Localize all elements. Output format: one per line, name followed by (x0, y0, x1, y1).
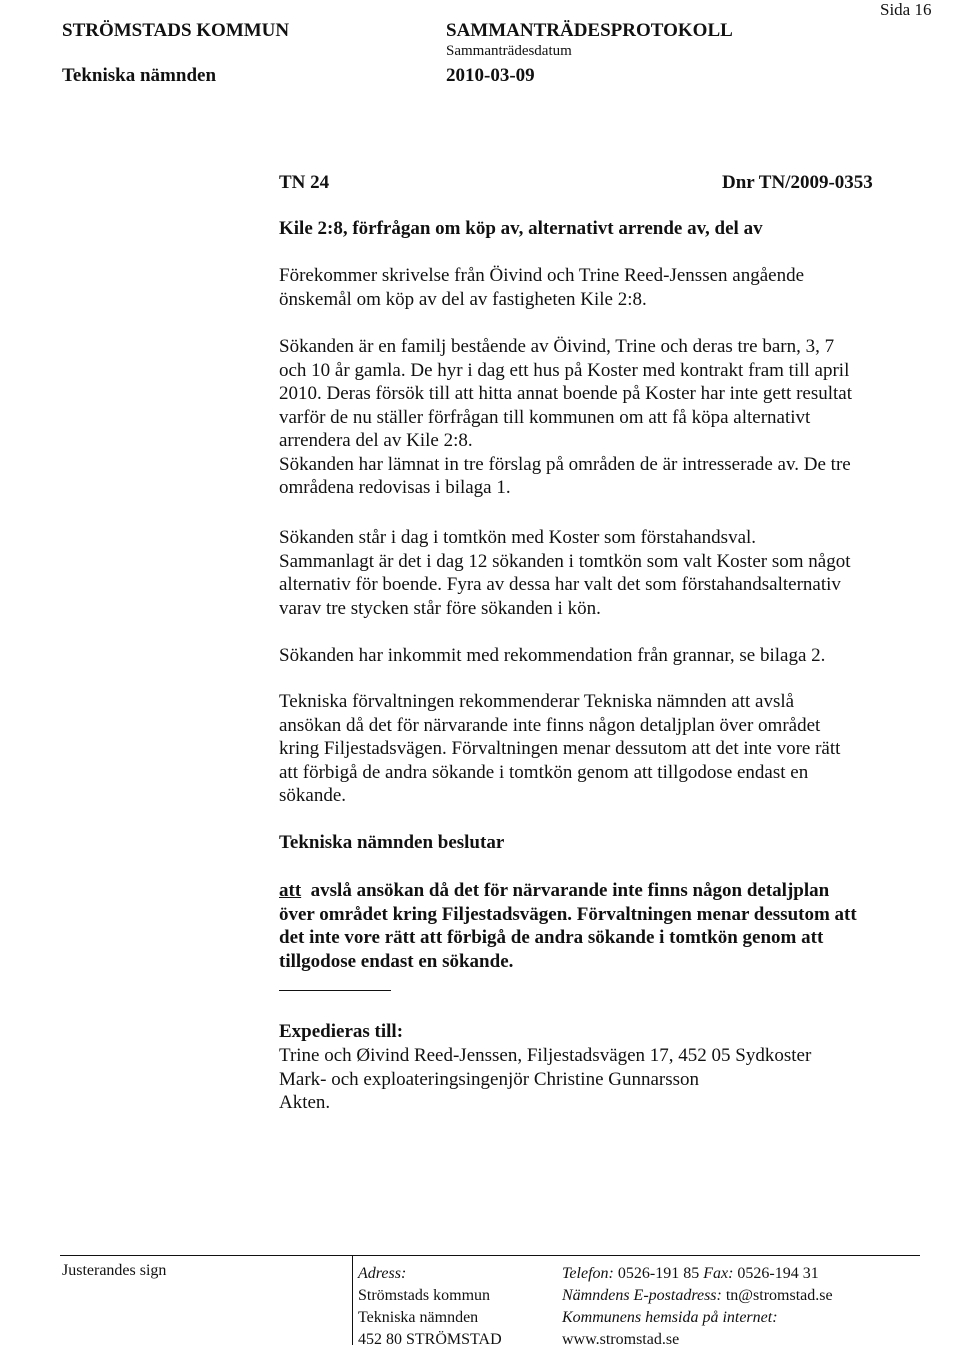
email-label: Nämndens E-postadress: (562, 1287, 722, 1304)
text-line: varav tre stycken står före sökanden i kön. (279, 597, 601, 619)
text-line: över området kring Filjestadsvägen. Förvaltningen menar dessutom att (279, 903, 857, 925)
paragraph-4 (279, 644, 904, 668)
fax-number: 0526-194 31 (737, 1265, 819, 1282)
text-line: alternativ för boende. Fyra av dessa har valt det som förstahandsalternativ (279, 574, 841, 595)
text-line: Tekniska förvaltningen rekommenderar Tekniska nämnden att avslå (279, 691, 795, 712)
email-link[interactable]: tn@stromstad.se (725, 1287, 833, 1304)
footer-divider (352, 1255, 353, 1345)
text-line: sökande. (279, 785, 347, 806)
separator-rule (279, 990, 391, 991)
text-line: kring Filjestadsvägen. Förvaltningen menar dessutom att det inte vore rätt (279, 738, 841, 759)
text-line: arrendera del av Kile 2:8. (279, 430, 473, 451)
text-line: Akten. (279, 1092, 331, 1113)
text-line: Sökanden står i dag i tomtkön med Koster som förstahandsval. (279, 527, 757, 548)
paragraph-2 (279, 335, 904, 500)
att-keyword: att (279, 880, 302, 901)
case-title: Kile 2:8, förfrågan om köp av, alternativt arrende av, del av (279, 218, 763, 239)
distribution-list (279, 1044, 904, 1115)
text-line: Mark- och exploateringsingenjör Christine Gunnarsson (279, 1068, 700, 1090)
distribution-heading: Expedieras till: (279, 1021, 404, 1042)
municipality-name: STRÖMSTADS KOMMUN (62, 20, 290, 41)
decision-heading: Tekniska nämnden beslutar (279, 832, 505, 853)
text-line: Trine och Øivind Reed-Jenssen, Filjestadsvägen 17, 452 05 Sydkoster (279, 1045, 812, 1066)
paragraph-5 (279, 690, 904, 808)
fax-label: Fax: (703, 1265, 734, 1282)
meeting-date: 2010-03-09 (446, 65, 535, 86)
decision-text (279, 879, 904, 973)
text-line: tillgodose endast en sökande. (279, 950, 514, 972)
paragraph-3 (279, 526, 904, 620)
text-line: Sökanden har inkommit med rekommendation från grannar, se bilaga 2. (279, 645, 826, 666)
text-line: önskemål om köp av del av fastigheten Kile 2:8. (279, 288, 647, 310)
paragraph-1 (279, 264, 904, 311)
footer-rule (60, 1255, 920, 1256)
page-number: Sida 16 (880, 0, 932, 19)
meeting-date-label: Sammanträdesdatum (446, 43, 572, 59)
text-line: Sökanden är en familj bestående av Öivind, Trine och deras tre barn, 3, 7 (279, 336, 835, 357)
signature-label: Justerandes sign (62, 1262, 167, 1279)
address-line: Tekniska nämnden (358, 1309, 479, 1326)
text-line: Förekommer skrivelse från Öivind och Trine Reed-Jenssen angående (279, 265, 805, 286)
text-line: avslå ansökan då det för närvarande inte finns någon detaljplan (310, 880, 830, 901)
text-line: varför de nu ställer förfrågan till kommunen om att få köpa alternativt (279, 406, 811, 428)
footer-contact (562, 1263, 833, 1351)
text-line: ansökan då det för närvarande inte finns någon detaljplan över området (279, 714, 821, 736)
text-line: att förbigå de andra sökande i tomtkön genom att tillgodose endast en (279, 761, 809, 783)
text-line: Sökanden har lämnat in tre förslag på områden de är intresserade av. De tre (279, 453, 851, 475)
text-line: det inte vore rätt att förbigå de andra sökande i tomtkön genom att (279, 927, 824, 948)
text-line: och 10 år gamla. De hyr i dag ett hus på Koster med kontrakt fram till april (279, 359, 850, 381)
address-line: 452 80 STRÖMSTAD (358, 1331, 502, 1348)
address-label: Adress: (358, 1265, 407, 1282)
text-line: områdena redovisas i bilaga 1. (279, 477, 511, 498)
address-line: Strömstads kommun (358, 1287, 491, 1304)
document-type: SAMMANTRÄDESPROTOKOLL (446, 20, 733, 41)
text-line: Sammanlagt är det i dag 12 sökanden i tomtkön som valt Koster som något (279, 550, 851, 572)
text-line: 2010. Deras försök till att hitta annat boende på Koster har inte gett resultat (279, 383, 852, 404)
committee-name: Tekniska nämnden (62, 65, 217, 86)
case-number: TN 24 (279, 172, 330, 193)
phone-number: 0526-191 85 (617, 1265, 700, 1282)
footer-address (358, 1263, 502, 1351)
phone-label: Telefon: (562, 1265, 614, 1282)
website-label: Kommunens hemsida på internet: (562, 1309, 778, 1326)
diary-number: Dnr TN/2009-0353 (722, 172, 873, 193)
website-link[interactable]: www.stromstad.se (562, 1331, 680, 1348)
